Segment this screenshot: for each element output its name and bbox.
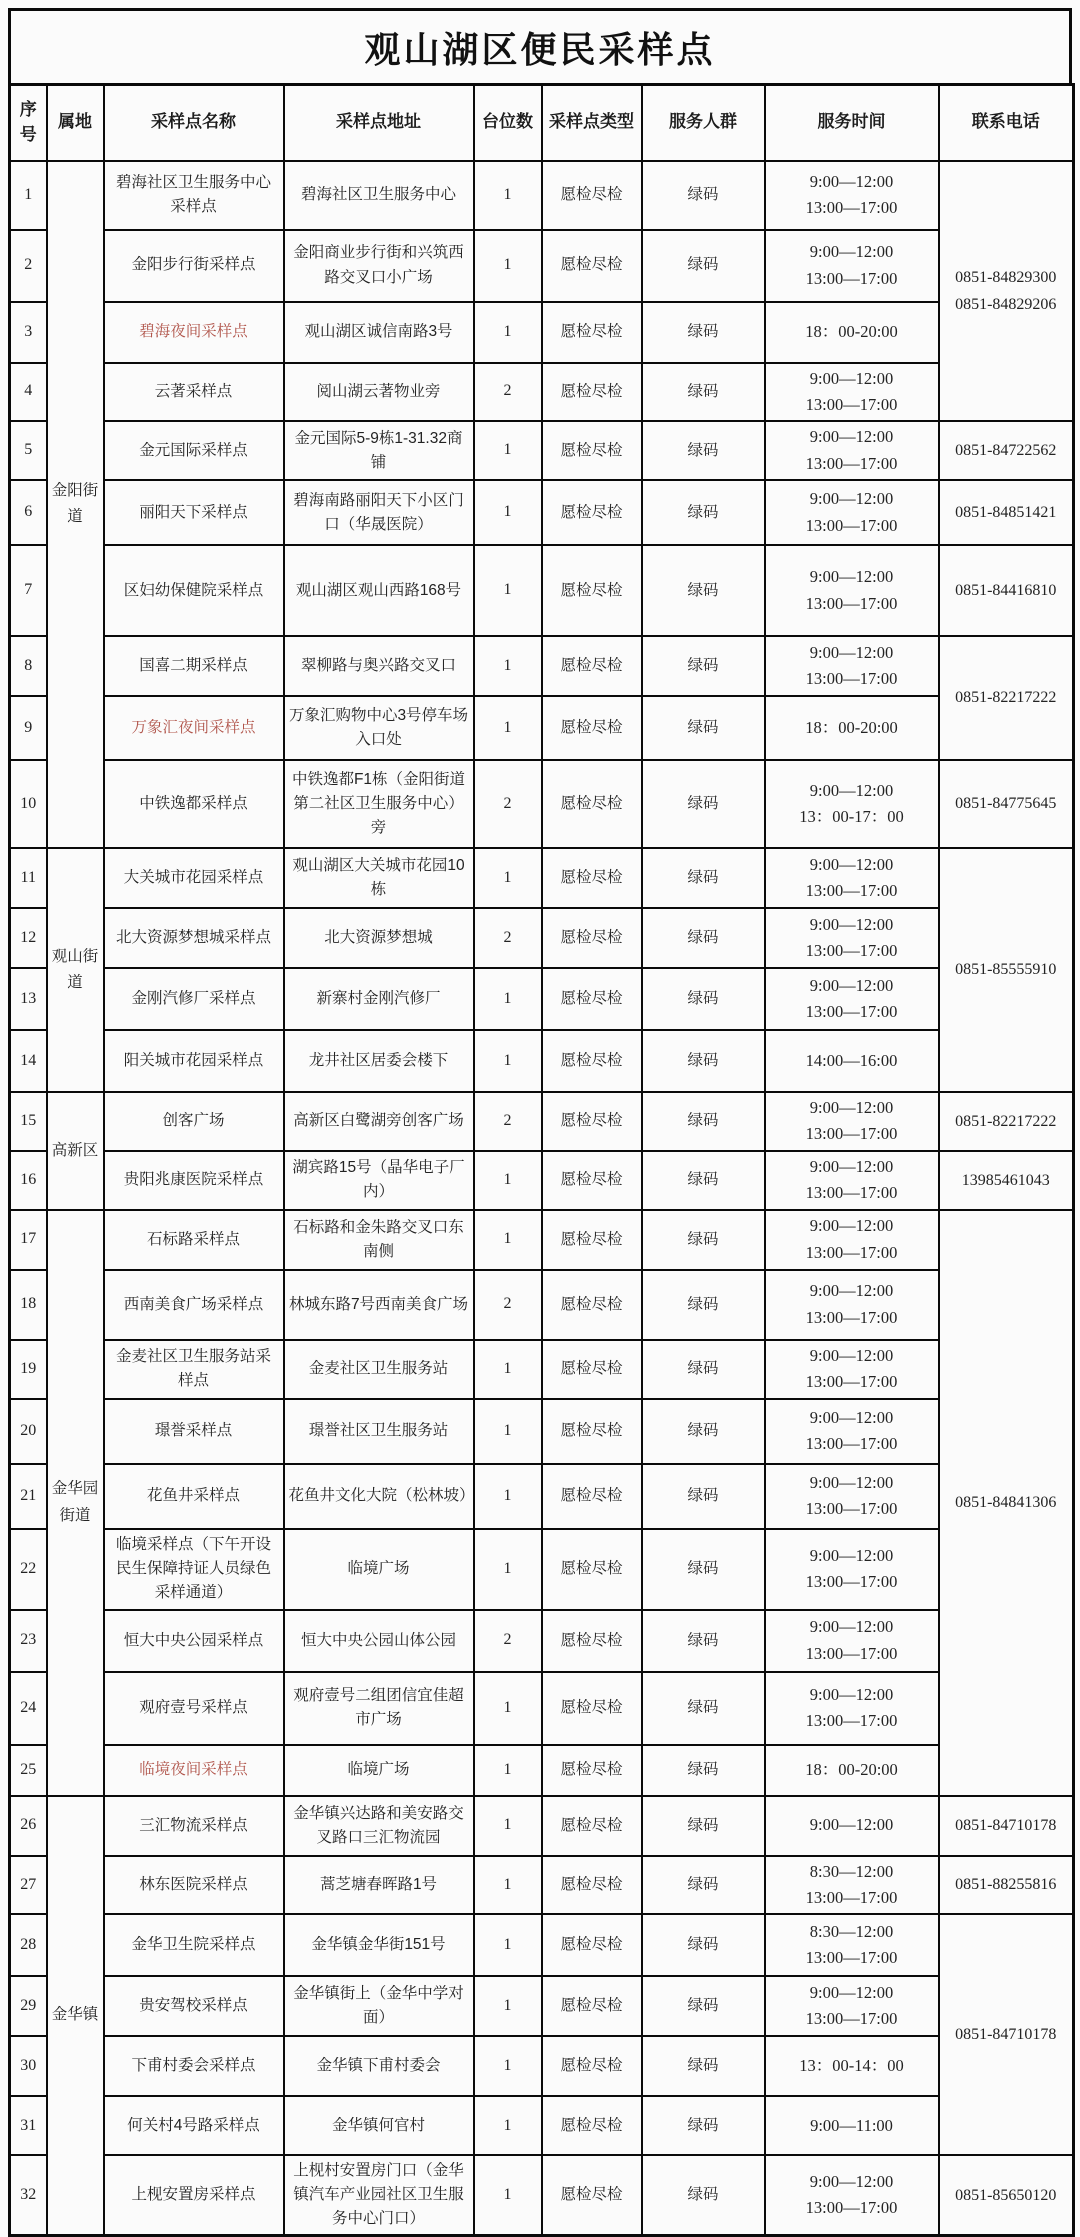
cell-site-name: 碧海夜间采样点 (104, 302, 284, 363)
table-row (10, 545, 1074, 636)
page-title: 观山湖区便民采样点 (8, 8, 1072, 83)
cell-site-address: 观山湖区大关城市花园10栋 (284, 848, 474, 908)
table-row (10, 230, 1074, 302)
cell-stations: 1 (474, 1151, 542, 1210)
cell-service-group: 绿码 (642, 1796, 765, 1856)
cell-site-address: 金华镇下甫村委会 (284, 2036, 474, 2096)
cell-stations: 1 (474, 1796, 542, 1856)
cell-stations: 1 (474, 2155, 542, 2235)
table-row (10, 848, 1074, 908)
cell-serial-number: 11 (10, 848, 47, 908)
cell-service-time: 8:30—12:00 13:00—17:00 (765, 1856, 939, 1915)
cell-service-time: 8:30—12:00 13:00—17:00 (765, 1914, 939, 1976)
cell-service-group: 绿码 (642, 848, 765, 908)
cell-site-type: 愿检尽检 (542, 363, 642, 422)
cell-service-time: 9:00—12:00 (765, 1796, 939, 1856)
cell-serial-number: 13 (10, 968, 47, 1030)
cell-service-time: 9:00—12:00 13:00—17:00 (765, 968, 939, 1030)
cell-site-address: 金华镇何官村 (284, 2096, 474, 2155)
cell-site-type: 愿检尽检 (542, 1092, 642, 1151)
cell-phone: 0851-82217222 (939, 636, 1074, 760)
column-header-site-name: 采样点名称 (104, 85, 284, 161)
cell-service-time: 9:00—12:00 13:00—17:00 (765, 1610, 939, 1672)
cell-stations: 1 (474, 545, 542, 636)
cell-site-address: 翠柳路与奥兴路交叉口 (284, 636, 474, 696)
cell-stations: 1 (474, 1464, 542, 1529)
table-row (10, 1976, 1074, 2036)
cell-service-time: 9:00—12:00 13:00—17:00 (765, 421, 939, 480)
cell-site-name: 北大资源梦想城采样点 (104, 908, 284, 968)
cell-stations: 1 (474, 421, 542, 480)
cell-site-type: 愿检尽检 (542, 636, 642, 696)
cell-site-name: 金阳步行街采样点 (104, 230, 284, 302)
cell-stations: 1 (474, 1340, 542, 1399)
cell-serial-number: 15 (10, 1092, 47, 1151)
cell-serial-number: 3 (10, 302, 47, 363)
cell-site-type: 愿检尽检 (542, 421, 642, 480)
cell-service-group: 绿码 (642, 1092, 765, 1151)
cell-site-name: 璟誉采样点 (104, 1399, 284, 1464)
cell-serial-number: 5 (10, 421, 47, 480)
cell-serial-number: 24 (10, 1672, 47, 1745)
cell-service-time: 9:00—12:00 13:00—17:00 (765, 636, 939, 696)
cell-site-address: 蒿芝塘春晖路1号 (284, 1856, 474, 1915)
cell-service-group: 绿码 (642, 636, 765, 696)
cell-service-group: 绿码 (642, 1976, 765, 2036)
cell-site-address: 林城东路7号西南美食广场 (284, 1270, 474, 1340)
cell-site-name: 贵阳兆康医院采样点 (104, 1151, 284, 1210)
cell-service-time: 9:00—12:00 13：00-17：00 (765, 760, 939, 848)
cell-service-group: 绿码 (642, 1340, 765, 1399)
cell-site-name: 丽阳天下采样点 (104, 480, 284, 545)
cell-stations: 1 (474, 696, 542, 760)
cell-site-address: 恒大中央公园山体公园 (284, 1610, 474, 1672)
table-row (10, 1745, 1074, 1796)
cell-site-type: 愿检尽检 (542, 230, 642, 302)
cell-service-group: 绿码 (642, 1745, 765, 1796)
cell-service-group: 绿码 (642, 1399, 765, 1464)
cell-stations: 2 (474, 363, 542, 422)
cell-service-group: 绿码 (642, 2096, 765, 2155)
cell-stations: 1 (474, 161, 542, 230)
cell-service-group: 绿码 (642, 1610, 765, 1672)
cell-phone: 0851-84722562 (939, 421, 1074, 480)
cell-site-address: 金元国际5-9栋1-31.32商铺 (284, 421, 474, 480)
table-row (10, 1210, 1074, 1270)
table-row (10, 2155, 1074, 2235)
cell-stations: 1 (474, 1529, 542, 1610)
cell-phone: 0851-88255816 (939, 1856, 1074, 1915)
cell-service-time: 14:00—16:00 (765, 1030, 939, 1092)
cell-site-name: 中铁逸都采样点 (104, 760, 284, 848)
cell-territory: 金华镇 (47, 1796, 104, 2236)
cell-site-address: 新寨村金刚汽修厂 (284, 968, 474, 1030)
cell-site-name: 金元国际采样点 (104, 421, 284, 480)
column-header-address: 采样点地址 (284, 85, 474, 161)
cell-stations: 1 (474, 968, 542, 1030)
cell-service-group: 绿码 (642, 1914, 765, 1976)
table-row (10, 480, 1074, 545)
cell-serial-number: 7 (10, 545, 47, 636)
cell-service-group: 绿码 (642, 2036, 765, 2096)
cell-service-time: 9:00—11:00 (765, 2096, 939, 2155)
cell-phone: 0851-85650120 (939, 2155, 1074, 2235)
table-row (10, 2096, 1074, 2155)
cell-site-address: 高新区白鹭湖旁创客广场 (284, 1092, 474, 1151)
cell-site-address: 万象汇购物中心3号停车场入口处 (284, 696, 474, 760)
table-row (10, 1856, 1074, 1915)
column-header-territory: 属地 (47, 85, 104, 161)
cell-service-group: 绿码 (642, 1464, 765, 1529)
cell-site-type: 愿检尽检 (542, 696, 642, 760)
cell-site-type: 愿检尽检 (542, 2155, 642, 2235)
cell-service-time: 9:00—12:00 13:00—17:00 (765, 480, 939, 545)
cell-serial-number: 10 (10, 760, 47, 848)
cell-service-time: 9:00—12:00 13:00—17:00 (765, 1092, 939, 1151)
cell-service-time: 9:00—12:00 13:00—17:00 (765, 908, 939, 968)
cell-site-type: 愿检尽检 (542, 302, 642, 363)
cell-site-address: 阅山湖云著物业旁 (284, 363, 474, 422)
column-header-serial: 序号 (10, 85, 47, 161)
table-row (10, 1464, 1074, 1529)
cell-service-group: 绿码 (642, 1151, 765, 1210)
cell-service-group: 绿码 (642, 968, 765, 1030)
cell-stations: 1 (474, 848, 542, 908)
cell-service-group: 绿码 (642, 302, 765, 363)
cell-service-group: 绿码 (642, 1856, 765, 1915)
cell-stations: 2 (474, 1610, 542, 1672)
cell-stations: 1 (474, 1856, 542, 1915)
cell-site-name: 金华卫生院采样点 (104, 1914, 284, 1976)
cell-service-group: 绿码 (642, 545, 765, 636)
table-row (10, 1030, 1074, 1092)
cell-serial-number: 30 (10, 2036, 47, 2096)
cell-site-name: 何关村4号路采样点 (104, 2096, 284, 2155)
cell-site-type: 愿检尽检 (542, 1151, 642, 1210)
cell-site-type: 愿检尽检 (542, 968, 642, 1030)
cell-site-address: 龙井社区居委会楼下 (284, 1030, 474, 1092)
cell-site-name: 西南美食广场采样点 (104, 1270, 284, 1340)
cell-service-group: 绿码 (642, 760, 765, 848)
cell-phone: 13985461043 (939, 1151, 1074, 1210)
table-row (10, 1270, 1074, 1340)
cell-site-type: 愿检尽检 (542, 480, 642, 545)
cell-site-name: 云著采样点 (104, 363, 284, 422)
cell-serial-number: 16 (10, 1151, 47, 1210)
cell-stations: 1 (474, 1914, 542, 1976)
cell-serial-number: 17 (10, 1210, 47, 1270)
cell-site-type: 愿检尽检 (542, 1340, 642, 1399)
cell-phone: 0851-85555910 (939, 848, 1074, 1092)
cell-site-name: 观府壹号采样点 (104, 1672, 284, 1745)
table-row (10, 1914, 1074, 1976)
table-row (10, 1529, 1074, 1610)
cell-site-type: 愿检尽检 (542, 760, 642, 848)
cell-serial-number: 23 (10, 1610, 47, 1672)
table-row (10, 302, 1074, 363)
cell-site-type: 愿检尽检 (542, 1745, 642, 1796)
cell-site-address: 金华镇兴达路和美安路交叉路口三汇物流园 (284, 1796, 474, 1856)
cell-serial-number: 8 (10, 636, 47, 696)
cell-service-group: 绿码 (642, 696, 765, 760)
cell-site-name: 金刚汽修厂采样点 (104, 968, 284, 1030)
cell-service-group: 绿码 (642, 1210, 765, 1270)
cell-service-time: 9:00—12:00 13:00—17:00 (765, 1529, 939, 1610)
cell-stations: 1 (474, 1399, 542, 1464)
cell-service-group: 绿码 (642, 161, 765, 230)
cell-site-address: 碧海南路丽阳天下小区门口（华晟医院） (284, 480, 474, 545)
sampling-points-table (8, 83, 1075, 2237)
cell-service-group: 绿码 (642, 2155, 765, 2235)
cell-serial-number: 20 (10, 1399, 47, 1464)
cell-site-address: 临境广场 (284, 1529, 474, 1610)
table-body (10, 161, 1074, 2236)
cell-site-type: 愿检尽检 (542, 1399, 642, 1464)
cell-service-time: 9:00—12:00 13:00—17:00 (765, 545, 939, 636)
cell-service-time: 9:00—12:00 13:00—17:00 (765, 363, 939, 422)
cell-site-address: 璟誉社区卫生服务站 (284, 1399, 474, 1464)
column-header-site-type: 采样点类型 (542, 85, 642, 161)
cell-stations: 2 (474, 908, 542, 968)
cell-service-time: 9:00—12:00 13:00—17:00 (765, 848, 939, 908)
cell-service-time: 9:00—12:00 13:00—17:00 (765, 1270, 939, 1340)
cell-site-type: 愿检尽检 (542, 1464, 642, 1529)
cell-serial-number: 9 (10, 696, 47, 760)
cell-phone: 0851-84775645 (939, 760, 1074, 848)
table-row (10, 161, 1074, 230)
cell-service-group: 绿码 (642, 1529, 765, 1610)
cell-stations: 1 (474, 2096, 542, 2155)
cell-site-type: 愿检尽检 (542, 2036, 642, 2096)
cell-territory: 金华园街道 (47, 1210, 104, 1796)
cell-service-time: 9:00—12:00 13:00—17:00 (765, 1399, 939, 1464)
cell-site-address: 碧海社区卫生服务中心 (284, 161, 474, 230)
cell-site-type: 愿检尽检 (542, 1856, 642, 1915)
table-row (10, 1340, 1074, 1399)
cell-site-name: 碧海社区卫生服务中心采样点 (104, 161, 284, 230)
cell-site-name: 临境夜间采样点 (104, 1745, 284, 1796)
cell-serial-number: 2 (10, 230, 47, 302)
cell-service-time: 9:00—12:00 13:00—17:00 (765, 1464, 939, 1529)
cell-site-address: 观山湖区诚信南路3号 (284, 302, 474, 363)
cell-stations: 1 (474, 302, 542, 363)
cell-site-name: 石标路采样点 (104, 1210, 284, 1270)
cell-site-name: 三汇物流采样点 (104, 1796, 284, 1856)
cell-service-time: 9:00—12:00 13:00—17:00 (765, 1976, 939, 2036)
column-header-stations: 台位数 (474, 85, 542, 161)
cell-territory: 观山街道 (47, 848, 104, 1092)
header-row (10, 85, 1074, 161)
cell-serial-number: 25 (10, 1745, 47, 1796)
cell-site-name: 创客广场 (104, 1092, 284, 1151)
cell-territory: 高新区 (47, 1092, 104, 1210)
cell-site-type: 愿检尽检 (542, 545, 642, 636)
cell-site-address: 花鱼井文化大院（松林坡） (284, 1464, 474, 1529)
cell-site-name: 林东医院采样点 (104, 1856, 284, 1915)
cell-serial-number: 27 (10, 1856, 47, 1915)
table-row (10, 696, 1074, 760)
table-row (10, 1399, 1074, 1464)
cell-service-group: 绿码 (642, 1270, 765, 1340)
cell-serial-number: 4 (10, 363, 47, 422)
cell-phone: 0851-84710178 (939, 1914, 1074, 2155)
cell-service-group: 绿码 (642, 908, 765, 968)
cell-service-time: 18：00-20:00 (765, 302, 939, 363)
cell-service-time: 18：00-20:00 (765, 696, 939, 760)
cell-service-time: 18：00-20:00 (765, 1745, 939, 1796)
cell-service-time: 9:00—12:00 13:00—17:00 (765, 1210, 939, 1270)
column-header-service-time: 服务时间 (765, 85, 939, 161)
document-page (8, 8, 1072, 2237)
table-row (10, 363, 1074, 422)
table-row (10, 1796, 1074, 1856)
cell-site-address: 金阳商业步行街和兴筑西路交叉口小广场 (284, 230, 474, 302)
cell-site-type: 愿检尽检 (542, 161, 642, 230)
cell-serial-number: 26 (10, 1796, 47, 1856)
cell-service-group: 绿码 (642, 421, 765, 480)
cell-service-time: 9:00—12:00 13:00—17:00 (765, 1340, 939, 1399)
cell-serial-number: 18 (10, 1270, 47, 1340)
cell-phone: 0851-84416810 (939, 545, 1074, 636)
table-row (10, 1672, 1074, 1745)
table-row (10, 1151, 1074, 1210)
cell-serial-number: 28 (10, 1914, 47, 1976)
cell-site-type: 愿检尽检 (542, 1976, 642, 2036)
cell-stations: 1 (474, 1976, 542, 2036)
cell-site-name: 下甫村委会采样点 (104, 2036, 284, 2096)
cell-phone: 0851-82217222 (939, 1092, 1074, 1151)
cell-service-group: 绿码 (642, 480, 765, 545)
cell-site-type: 愿检尽检 (542, 1610, 642, 1672)
cell-service-time: 9:00—12:00 13:00—17:00 (765, 1672, 939, 1745)
cell-site-name: 万象汇夜间采样点 (104, 696, 284, 760)
cell-site-type: 愿检尽检 (542, 1529, 642, 1610)
cell-service-time: 13：00-14：00 (765, 2036, 939, 2096)
cell-serial-number: 6 (10, 480, 47, 545)
cell-site-name: 贵安驾校采样点 (104, 1976, 284, 2036)
cell-phone: 0851-84710178 (939, 1796, 1074, 1856)
column-header-service-group: 服务人群 (642, 85, 765, 161)
cell-site-name: 阳关城市花园采样点 (104, 1030, 284, 1092)
cell-site-address: 金华镇金华街151号 (284, 1914, 474, 1976)
cell-serial-number: 12 (10, 908, 47, 968)
cell-site-type: 愿检尽检 (542, 1210, 642, 1270)
cell-site-address: 观府壹号二组团信宜佳超市广场 (284, 1672, 474, 1745)
cell-service-time: 9:00—12:00 13:00—17:00 (765, 2155, 939, 2235)
cell-territory: 金阳街道 (47, 161, 104, 849)
cell-serial-number: 19 (10, 1340, 47, 1399)
cell-serial-number: 14 (10, 1030, 47, 1092)
cell-serial-number: 32 (10, 2155, 47, 2235)
cell-serial-number: 31 (10, 2096, 47, 2155)
cell-service-group: 绿码 (642, 1030, 765, 1092)
cell-site-type: 愿检尽检 (542, 848, 642, 908)
cell-stations: 2 (474, 760, 542, 848)
cell-phone: 0851-84851421 (939, 480, 1074, 545)
cell-serial-number: 22 (10, 1529, 47, 1610)
column-header-phone: 联系电话 (939, 85, 1074, 161)
cell-site-address: 北大资源梦想城 (284, 908, 474, 968)
cell-service-group: 绿码 (642, 363, 765, 422)
cell-stations: 1 (474, 1210, 542, 1270)
cell-site-address: 湖宾路15号（晶华电子厂内） (284, 1151, 474, 1210)
table-row (10, 968, 1074, 1030)
cell-serial-number: 1 (10, 161, 47, 230)
cell-service-time: 9:00—12:00 13:00—17:00 (765, 161, 939, 230)
table-row (10, 1092, 1074, 1151)
cell-phone: 0851-84841306 (939, 1210, 1074, 1796)
cell-service-group: 绿码 (642, 230, 765, 302)
cell-site-name: 区妇幼保健院采样点 (104, 545, 284, 636)
cell-site-type: 愿检尽检 (542, 908, 642, 968)
cell-site-name: 恒大中央公园采样点 (104, 1610, 284, 1672)
cell-site-name: 金麦社区卫生服务站采样点 (104, 1340, 284, 1399)
cell-site-name: 临境采样点（下午开设民生保障持证人员绿色采样通道） (104, 1529, 284, 1610)
table-row (10, 421, 1074, 480)
cell-site-name: 大关城市花园采样点 (104, 848, 284, 908)
cell-site-name: 上枧安置房采样点 (104, 2155, 284, 2235)
table-row (10, 1610, 1074, 1672)
cell-stations: 2 (474, 1270, 542, 1340)
cell-stations: 1 (474, 1745, 542, 1796)
cell-stations: 2 (474, 1092, 542, 1151)
cell-stations: 1 (474, 636, 542, 696)
cell-stations: 1 (474, 2036, 542, 2096)
cell-site-address: 石标路和金朱路交叉口东南侧 (284, 1210, 474, 1270)
cell-stations: 1 (474, 1672, 542, 1745)
cell-serial-number: 29 (10, 1976, 47, 2036)
cell-service-time: 9:00—12:00 13:00—17:00 (765, 230, 939, 302)
table-row (10, 636, 1074, 696)
cell-site-type: 愿检尽检 (542, 1672, 642, 1745)
table-row (10, 908, 1074, 968)
cell-site-type: 愿检尽检 (542, 2096, 642, 2155)
cell-phone: 0851-84829300 0851-84829206 (939, 161, 1074, 422)
cell-serial-number: 21 (10, 1464, 47, 1529)
cell-site-type: 愿检尽检 (542, 1796, 642, 1856)
cell-site-type: 愿检尽检 (542, 1030, 642, 1092)
cell-site-address: 上枧村安置房门口（金华镇汽车产业园社区卫生服务中心门口） (284, 2155, 474, 2235)
cell-stations: 1 (474, 480, 542, 545)
cell-site-name: 花鱼井采样点 (104, 1464, 284, 1529)
cell-stations: 1 (474, 1030, 542, 1092)
cell-site-type: 愿检尽检 (542, 1914, 642, 1976)
cell-site-address: 金麦社区卫生服务站 (284, 1340, 474, 1399)
cell-site-type: 愿检尽检 (542, 1270, 642, 1340)
cell-site-address: 观山湖区观山西路168号 (284, 545, 474, 636)
table-row (10, 2036, 1074, 2096)
cell-service-group: 绿码 (642, 1672, 765, 1745)
cell-site-name: 国喜二期采样点 (104, 636, 284, 696)
cell-service-time: 9:00—12:00 13:00—17:00 (765, 1151, 939, 1210)
table-row (10, 760, 1074, 848)
cell-site-address: 临境广场 (284, 1745, 474, 1796)
cell-site-address: 金华镇街上（金华中学对面） (284, 1976, 474, 2036)
cell-site-address: 中铁逸都F1栋（金阳街道第二社区卫生服务中心）旁 (284, 760, 474, 848)
cell-stations: 1 (474, 230, 542, 302)
